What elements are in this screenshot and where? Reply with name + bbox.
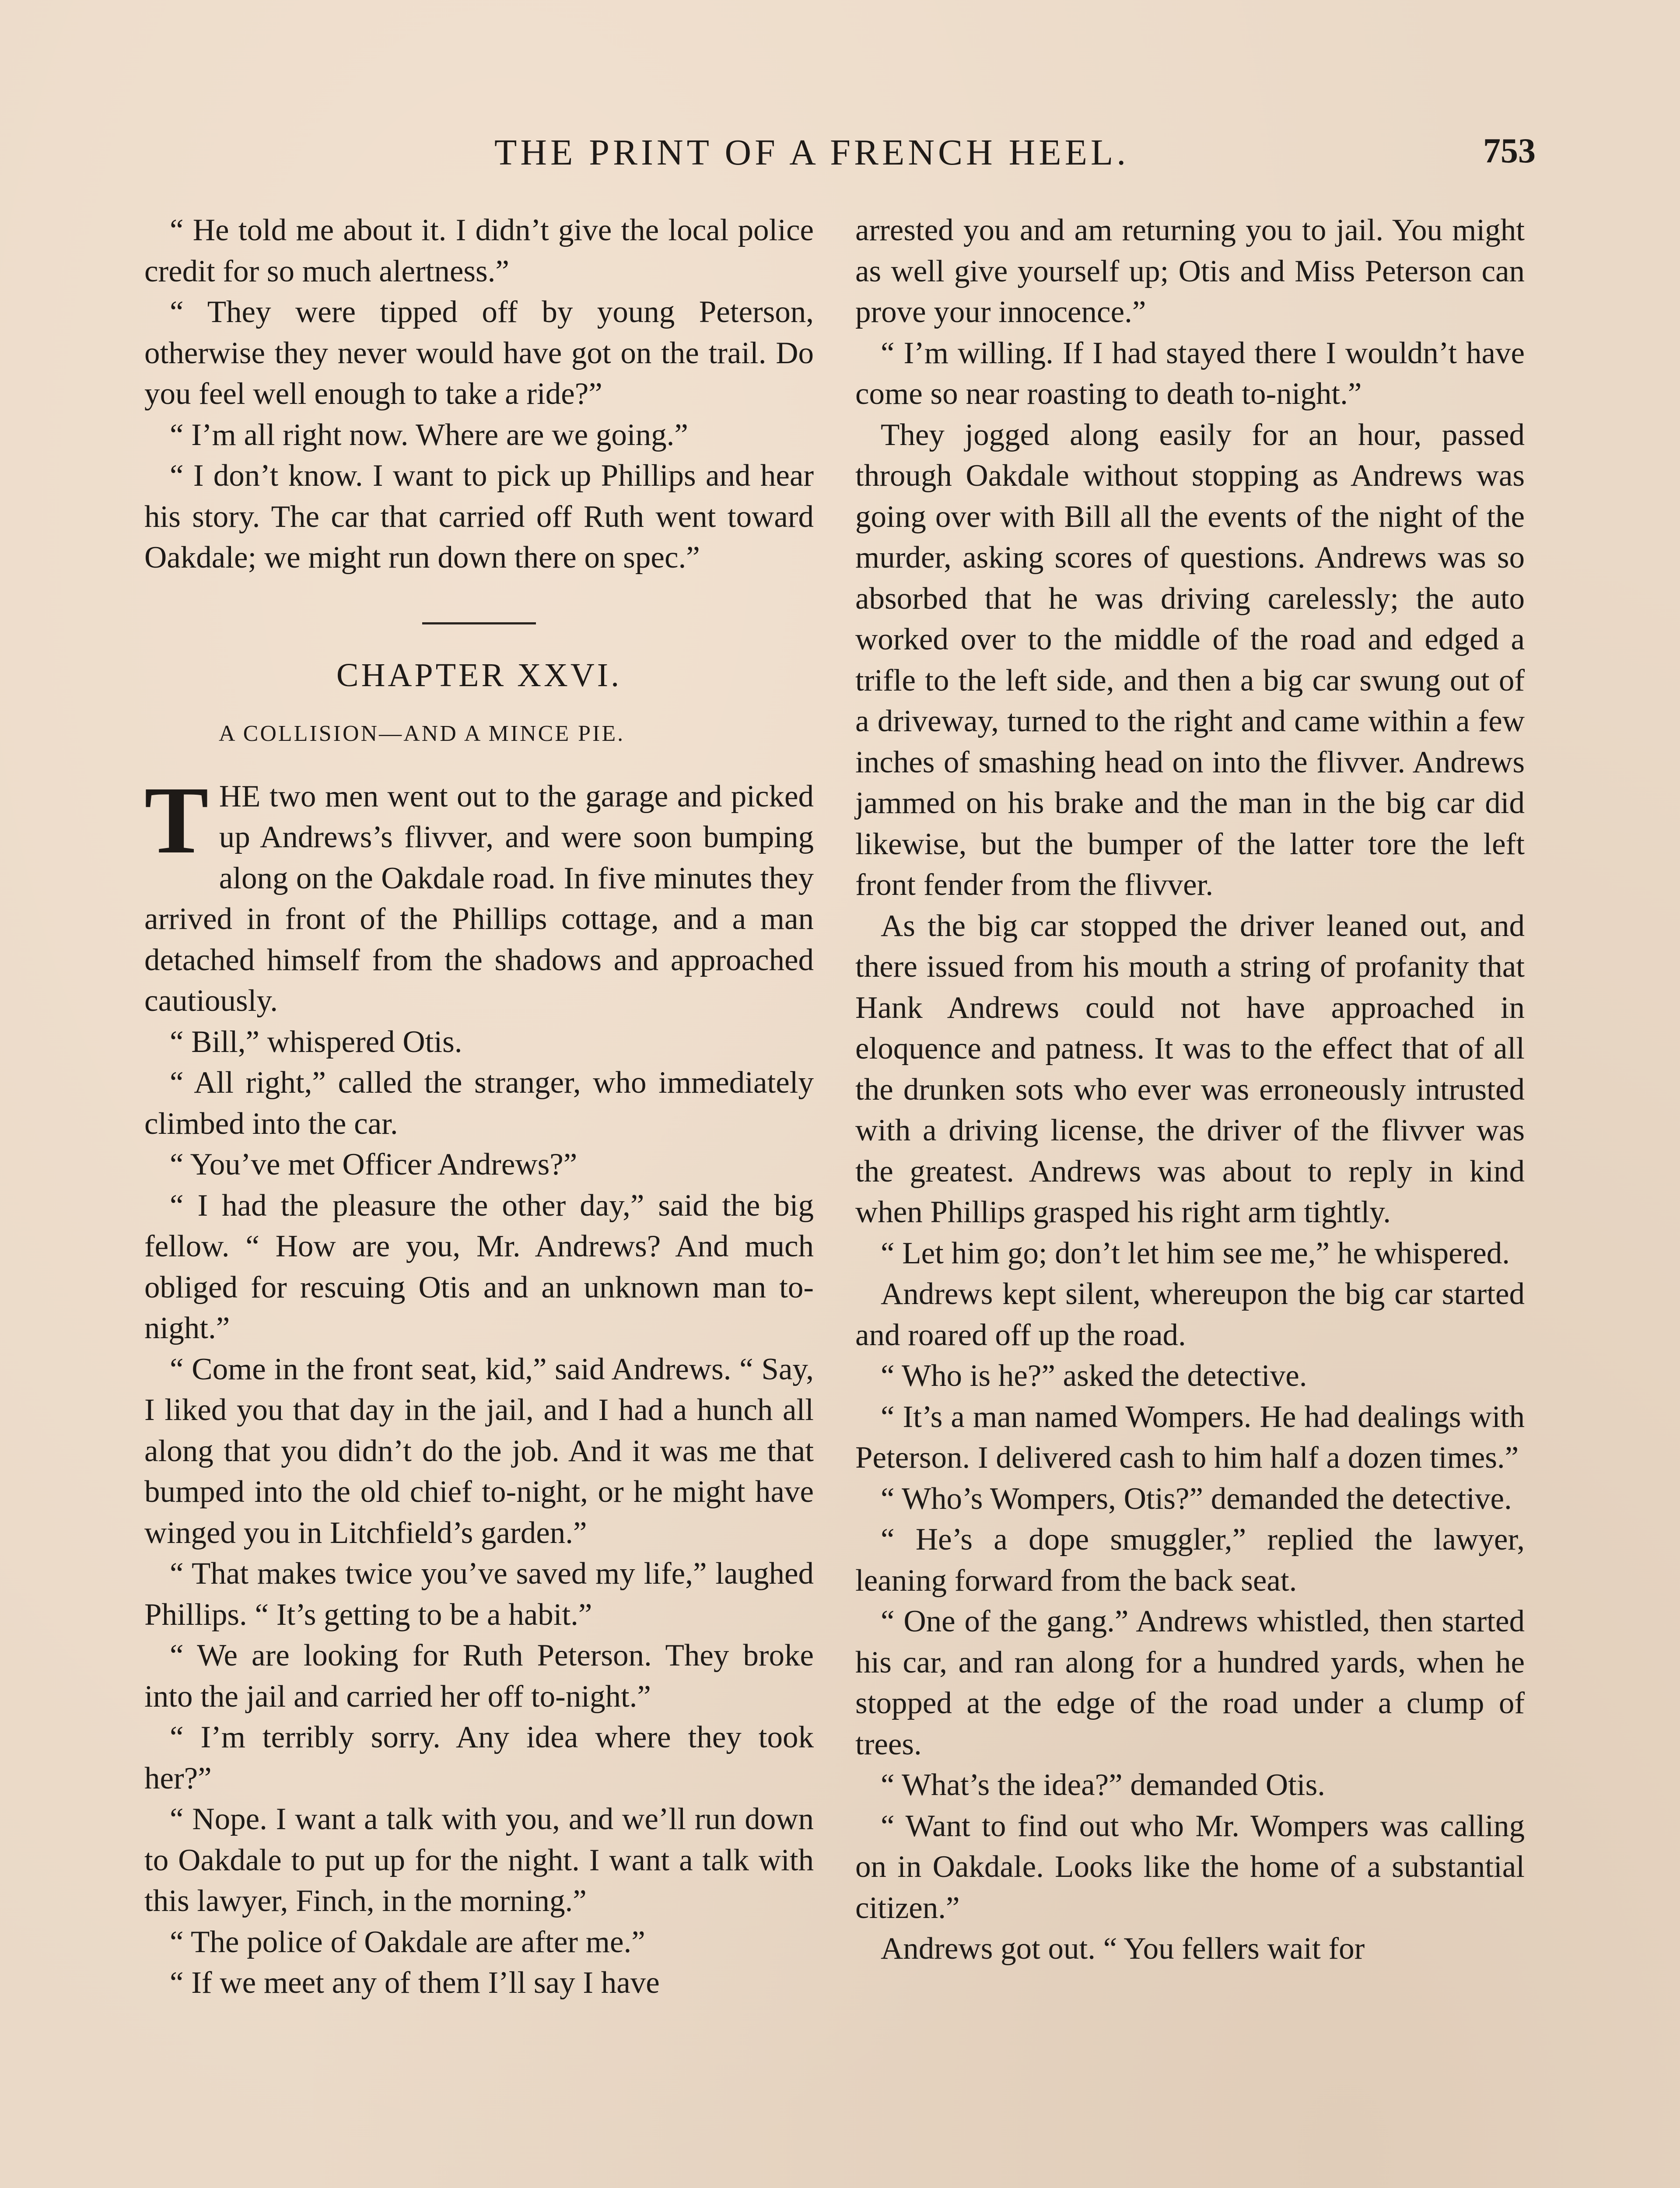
right-column (855, 210, 1525, 1970)
paragraph: Andrews got out. “ You fellers wait for (881, 1932, 1365, 1966)
paragraph: “ Who is he?” asked the detective. (881, 1359, 1307, 1393)
paragraph: “ It’s a man named Wompers. He had dealings with Peterson. I delivered cash to him half a dozen times.” (855, 1399, 1525, 1475)
chapter-opening-paragraph (144, 766, 814, 1022)
continued-paragraph: arrested you and am returning you to jail. You might as well give yourself up; Otis and Miss Peterson can prove your innocence.” (855, 213, 1525, 329)
paragraph: “ If we meet any of them I’ll say I have (170, 1966, 660, 2000)
running-head: THE PRINT OF A FRENCH HEEL. (494, 132, 1130, 173)
chapter-subtitle: A COLLISION—AND A MINCE PIE. (219, 721, 625, 746)
paragraph: “ Bill,” whispered Otis. (170, 1024, 462, 1059)
chapter-title: CHAPTER XXVI. (336, 656, 622, 694)
paragraph: As the big car stopped the driver leaned out, and there issued from his mouth a string of profanity that Hank Andrews could not have approached in eloquence and patness. It was to the effect that of all the drunken sots who ever was erroneously intrusted with a driving license, the driver of the flivver was the greatest. Andrews was about to reply in kind when Phillips grasped his right arm tightly. (855, 908, 1525, 1229)
paragraph: Andrews kept silent, whereupon the big car started and roared off up the road. (855, 1277, 1525, 1352)
page-number: 753 (1483, 132, 1536, 170)
paragraph: “ I don’t know. I want to pick up Phillips and hear his story. The car that carried off Ruth went toward Oakdale; we might run down there on spec.” (144, 459, 814, 575)
drop-cap: T (144, 766, 209, 873)
paragraph: “ I’m all right now. Where are we going.” (170, 417, 688, 452)
paragraph: “ That makes twice you’ve saved my life,” laughed Phillips. “ It’s getting to be a habit.” (144, 1557, 814, 1632)
left-column (144, 210, 814, 2004)
paragraph: “ Nope. I want a talk with you, and we’ll run down to Oakdale to put up for the night. I want a talk with this lawyer, Finch, in the morning.” (144, 1802, 814, 1918)
paragraph: “ I had the pleasure the other day,” said the big fellow. “ How are you, Mr. Andrews? And much obliged for rescuing Otis and an unknown man to-night.” (144, 1188, 814, 1345)
paragraph: “ We are looking for Ruth Peterson. They broke into the jail and carried her off to-night.” (144, 1638, 814, 1714)
paragraph: “ Who’s Wompers, Otis?” demanded the detective. (881, 1481, 1512, 1516)
section-divider (422, 622, 536, 624)
opening-text: HE two men went out to the garage and picked up Andrews’s flivver, and were soon bumping along on the Oakdale road. In five minutes they arrived in front of the Phillips cottage, and a man detached himself from the shadows and approached cautiously. (144, 779, 814, 1018)
paragraph: “ Want to find out who Mr. Wompers was calling on in Oakdale. Looks like the home of a substantial citizen.” (855, 1809, 1525, 1925)
paragraph: “ Let him go; don’t let him see me,” he whispered. (881, 1236, 1510, 1270)
paragraph: “ I’m willing. If I had stayed there I wouldn’t have come so near roasting to death to-night.” (855, 336, 1525, 411)
paragraph: “ Come in the front seat, kid,” said Andrews. “ Say, I liked you that day in the jail, and I had a hunch all along that you didn’t do the job. And it was me that bumped into the old chief to-night, or he might have winged you in Litchfield’s garden.” (144, 1352, 814, 1550)
paragraph: “ I’m terribly sorry. Any idea where they took her?” (144, 1720, 814, 1795)
paragraph: “ What’s the idea?” demanded Otis. (881, 1768, 1325, 1802)
paragraph: They jogged along easily for an hour, passed through Oakdale without stopping as Andrews was going over with Bill all the events of the night of the murder, asking scores of questions. Andrews was so absorbed that he was driving carelessly; the auto worked over to the middle of the road and edged a trifle to the left side, and then a big car swung out of a driveway, turned to the right and came within a few inches of smashing head on into the flivver. Andrews jammed on his brake and the man in the big car did likewise, but the bumper of the latter tore the left front fender from the flivver. (855, 417, 1525, 902)
paragraph: “ All right,” called the stranger, who immediately climbed into the car. (144, 1066, 814, 1141)
paragraph: “ He’s a dope smuggler,” replied the lawyer, leaning forward from the back seat. (855, 1522, 1525, 1598)
paragraph: “ The police of Oakdale are after me.” (170, 1925, 645, 1959)
paragraph: “ You’ve met Officer Andrews?” (170, 1147, 578, 1182)
paragraph: “ One of the gang.” Andrews whistled, then started his car, and ran along for a hundred yards, when he stopped at the edge of the road under a clump of trees. (855, 1604, 1525, 1761)
paragraph: “ He told me about it. I didn’t give the local police credit for so much alertness.” (144, 213, 814, 288)
paragraph: “ They were tipped off by young Peterson, otherwise they never would have got on the trail. Do you feel well enough to take a ride?” (144, 295, 814, 411)
